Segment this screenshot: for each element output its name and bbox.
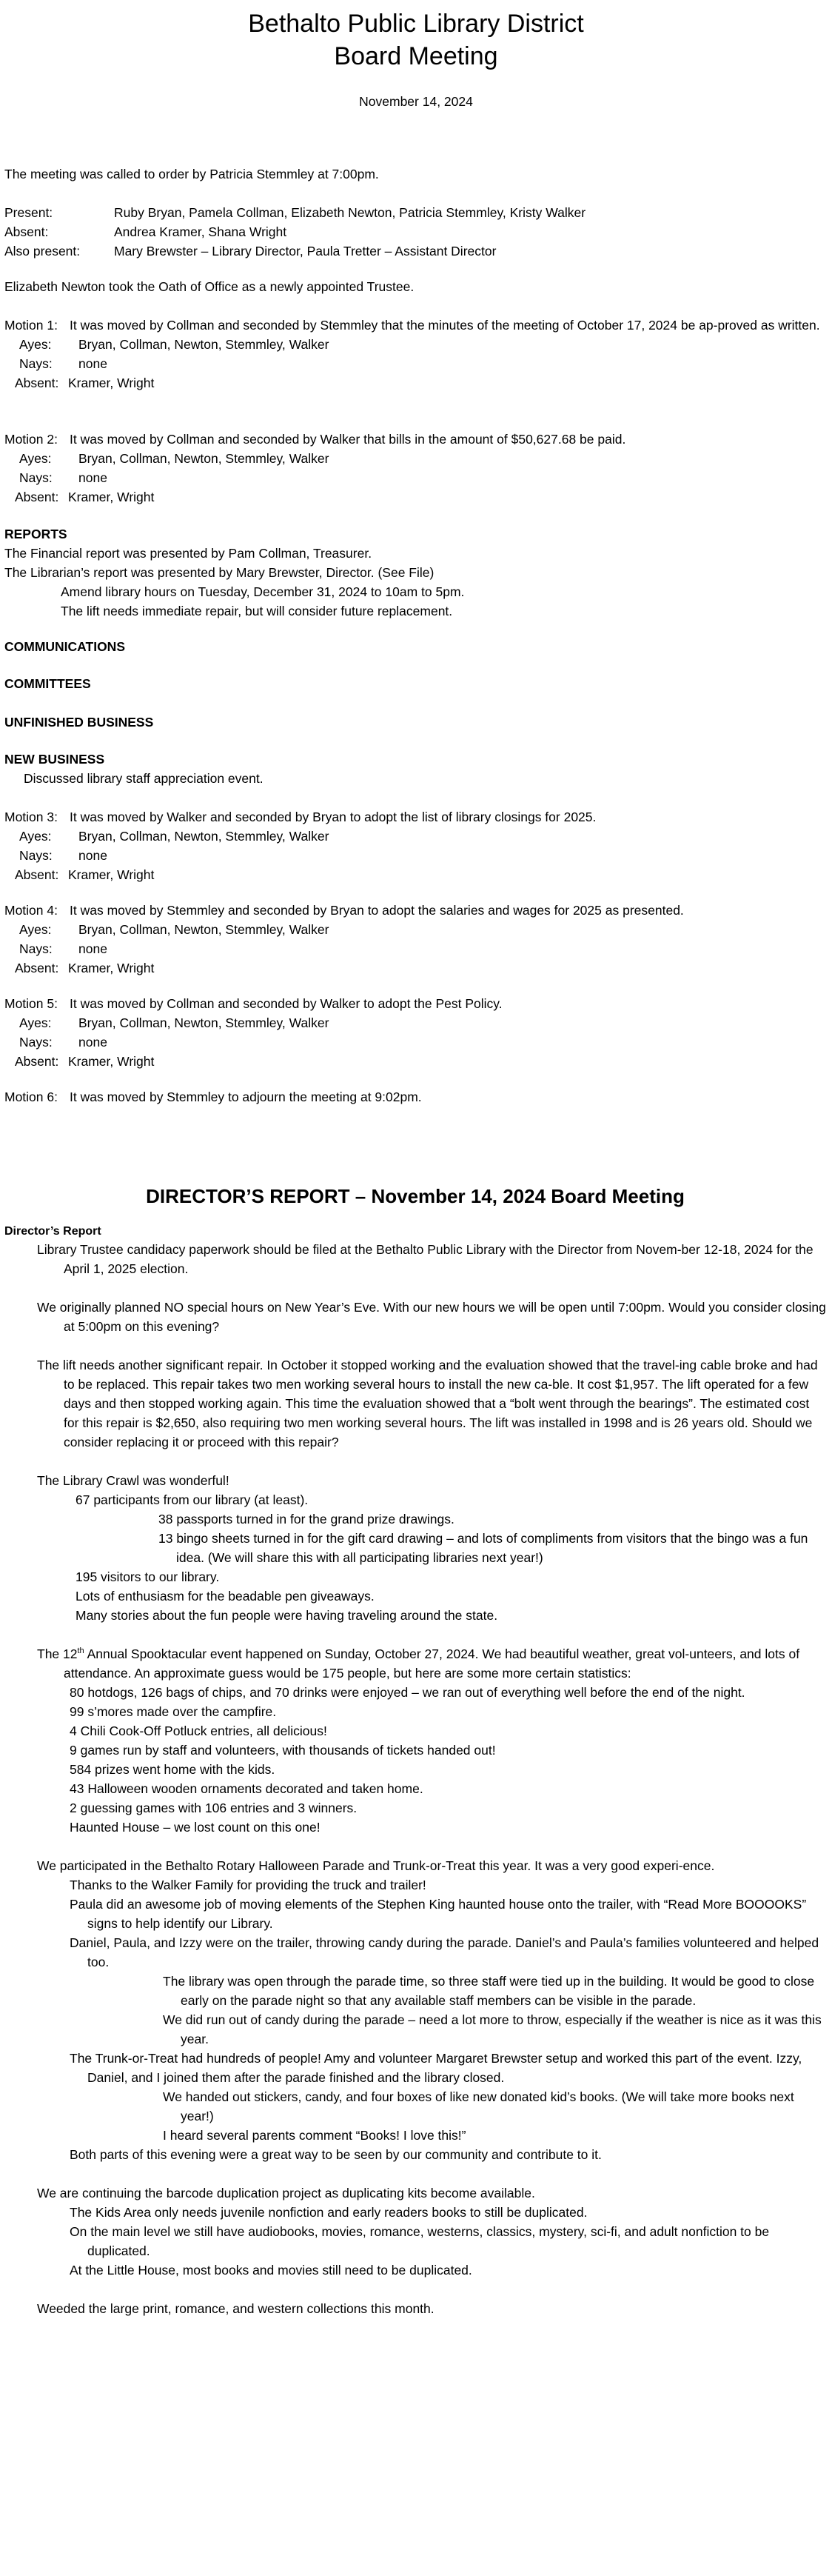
- meeting-date: November 14, 2024: [359, 94, 473, 109]
- vote-ayes: Ayes: Bryan, Collman, Newton, Stemmley, Walker: [19, 829, 329, 844]
- motion-text: It was moved by Stemmley and seconded by Bryan to adopt the salaries and wages for 2025 as presented.: [70, 903, 684, 918]
- vote-nays: Nays: none: [19, 1035, 107, 1050]
- motion-label: Motion 4:: [4, 903, 58, 918]
- lift-repair-paragraph: The lift needs another significant repair. In October it stopped working and the evaluation showed that the travel-ing cable broke and had to be replaced. This repair takes two men working several hours to install the new ca-ble. It cost $1,957. The lift operated for a few days and then stopped working again. This time the evaluation showed that a “bolt went through the bearings”. The estimated cost for this repair is $2,650, also requiring two men working several hours. The lift was installed in 1998 and is 26 years old. Should we consider replacing it or proceed with this repair?: [37, 1358, 818, 1449]
- motion-label: Motion 6:: [4, 1090, 58, 1104]
- list-item: 195 visitors to our library.: [76, 1569, 220, 1584]
- vote-ayes: Ayes: Bryan, Collman, Newton, Stemmley, Walker: [19, 922, 329, 937]
- vote-nays: Nays: none: [19, 356, 107, 371]
- motion-text: It was moved by Collman and seconded by Walker that bills in the amount of $50,627.68 be paid.: [70, 432, 626, 447]
- motion-label: Motion 3:: [4, 810, 58, 824]
- new-business-section: [4, 750, 826, 788]
- financial-report: The Financial report was presented by Pam Collman, Treasurer.: [4, 546, 372, 561]
- new-business-item: Discussed library staff appreciation event.: [24, 771, 264, 786]
- list-item: The Kids Area only needs juvenile nonfiction and early readers books to still be duplicated.: [70, 2205, 588, 2220]
- motion-1: [4, 316, 826, 393]
- list-item: 38 passports turned in for the grand prize drawings.: [158, 1512, 454, 1526]
- motion-text: It was moved by Collman and seconded by Stemmley that the minutes of the meeting of October 17, 2024 be ap-proved as written.: [70, 318, 820, 333]
- vote-absent: Absent: Kramer, Wright: [15, 490, 155, 504]
- attendance-absent: Absent: Andrea Kramer, Shana Wright: [4, 224, 287, 239]
- barcode-paragraph: We are continuing the barcode duplication project as duplicating kits become available.: [37, 2186, 535, 2200]
- reports-heading: REPORTS: [4, 527, 67, 541]
- list-item: 4 Chili Cook-Off Potluck entries, all delicious!: [70, 1724, 327, 1738]
- vote-nays: Nays: none: [19, 848, 107, 863]
- attendance: [4, 203, 826, 261]
- list-item: The library was open through the parade time, so three staff were tied up in the building. It would be good to close early on the parade night so that any available staff members can be visible in the parade.: [163, 1974, 815, 2008]
- attendance-present: Present: Ruby Bryan, Pamela Collman, Elizabeth Newton, Patricia Stemmley, Kristy Walker: [4, 205, 586, 220]
- list-item: 2 guessing games with 106 entries and 3 winners.: [70, 1801, 358, 1815]
- librarian-report: The Librarian’s report was presented by Mary Brewster, Director. (See File): [4, 565, 435, 580]
- new-business-heading: NEW BUSINESS: [4, 752, 105, 767]
- report-note: The lift needs immediate repair, but will consider future replacement.: [61, 604, 453, 618]
- list-item: Both parts of this evening were a great way to be seen by our community and contribute to it.: [70, 2147, 602, 2162]
- reports-section: [4, 524, 826, 621]
- vote-nays: Nays: none: [19, 470, 107, 485]
- spooktacular-paragraph: The 12th Annual Spooktacular event happened on Sunday, October 27, 2024. We had beautiful weather, great vol-unteers, and lots of attendance. An approximate guess would be 175 people, but here are some more certain statistics:: [37, 1646, 800, 1681]
- motion-text: It was moved by Collman and seconded by Walker to adopt the Pest Policy.: [70, 996, 503, 1011]
- list-item: We handed out stickers, candy, and four boxes of like new donated kid’s books. (We will take more books next year!): [163, 2089, 794, 2123]
- library-crawl-heading: The Library Crawl was wonderful!: [37, 1473, 229, 1488]
- committees-heading: COMMITTEES: [4, 676, 91, 691]
- list-item: Many stories about the fun people were having traveling around the state.: [76, 1608, 498, 1623]
- vote-absent: Absent: Kramer, Wright: [15, 376, 155, 390]
- list-item: On the main level we still have audiobooks, movies, romance, westerns, classics, mystery, sci-fi, and adult nonfiction to be duplicated.: [70, 2224, 770, 2258]
- list-item: We did run out of candy during the parade – need a lot more to throw, especially if the weather is nice as it was this year.: [163, 2012, 822, 2046]
- meeting-name: Board Meeting: [334, 42, 498, 70]
- list-item: 13 bingo sheets turned in for the gift card drawing – and lots of compliments from visitors that the bingo was a fun idea. (We will share this with all participating libraries next year!): [158, 1531, 808, 1565]
- candidacy-paragraph: Library Trustee candidacy paperwork should be filed at the Bethalto Public Library with the Director from Novem-ber 12-18, 2024 for the April 1, 2025 election.: [37, 1242, 813, 1276]
- director-report-title: DIRECTOR’S REPORT – November 14, 2024 Board Meeting: [146, 1185, 685, 1207]
- list-item: Paula did an awesome job of moving elements of the Stephen King haunted house onto the trailer, with “Read More BOOOOKS” signs to help identify our Library.: [70, 1897, 807, 1931]
- list-item: 80 hotdogs, 126 bags of chips, and 70 drinks were enjoyed – we ran out of everything well before the end of the night.: [70, 1685, 745, 1700]
- document-page: [4, 0, 828, 2576]
- new-years-hours-paragraph: We originally planned NO special hours on New Year’s Eve. With our new hours we will be open until 7:00pm. Would you consider closing at 5:00pm on this evening?: [37, 1300, 826, 1334]
- list-item: Lots of enthusiasm for the beadable pen giveaways.: [76, 1589, 375, 1604]
- oath-statement: Elizabeth Newton took the Oath of Office as a newly appointed Trustee.: [4, 279, 415, 294]
- list-item: Daniel, Paula, and Izzy were on the trailer, throwing candy during the parade. Daniel’s and Paula’s families volunteered and helped too.: [70, 1935, 819, 1969]
- motion-label: Motion 5:: [4, 996, 58, 1011]
- director-report-body: [4, 1240, 826, 2318]
- list-item: The Trunk-or-Treat had hundreds of people! Amy and volunteer Margaret Brewster setup and worked this part of the event. Izzy, Daniel, and I joined them after the parade finished and the library closed.: [70, 2051, 802, 2085]
- org-name: Bethalto Public Library District: [248, 10, 584, 38]
- motion-text: It was moved by Stemmley to adjourn the meeting at 9:02pm.: [70, 1090, 422, 1104]
- director-report-subhead: Director’s Report: [4, 1225, 101, 1238]
- vote-absent: Absent: Kramer, Wright: [15, 961, 155, 975]
- vote-absent: Absent: Kramer, Wright: [15, 867, 155, 882]
- list-item: 9 games run by staff and volunteers, with thousands of tickets handed out!: [70, 1743, 496, 1758]
- parade-paragraph: We participated in the Bethalto Rotary Halloween Parade and Trunk-or-Treat this year. It was a very good experi-ence.: [37, 1858, 715, 1873]
- list-item: Haunted House – we lost count on this one!: [70, 1820, 321, 1835]
- report-note: Amend library hours on Tuesday, December 31, 2024 to 10am to 5pm.: [61, 584, 465, 599]
- list-item: I heard several parents comment “Books! I love this!”: [163, 2128, 466, 2143]
- document-title: [4, 7, 828, 73]
- vote-ayes: Ayes: Bryan, Collman, Newton, Stemmley, Walker: [19, 451, 329, 466]
- communications-heading: COMMUNICATIONS: [4, 639, 125, 654]
- unfinished-business-heading: UNFINISHED BUSINESS: [4, 715, 154, 730]
- motion-3: [4, 807, 826, 884]
- motion-5: [4, 994, 826, 1071]
- vote-ayes: Ayes: Bryan, Collman, Newton, Stemmley, Walker: [19, 337, 329, 352]
- motion-label: Motion 1:: [4, 318, 58, 333]
- attendance-also-present: Also present: Mary Brewster – Library Director, Paula Tretter – Assistant Director: [4, 244, 497, 258]
- motion-label: Motion 2:: [4, 432, 58, 447]
- vote-absent: Absent: Kramer, Wright: [15, 1054, 155, 1069]
- weeded-paragraph: Weeded the large print, romance, and western collections this month.: [37, 2301, 435, 2316]
- list-item: 43 Halloween wooden ornaments decorated and taken home.: [70, 1781, 423, 1796]
- motion-6: [4, 1087, 826, 1107]
- motion-text: It was moved by Walker and seconded by Bryan to adopt the list of library closings for 2025.: [70, 810, 597, 824]
- motion-2: [4, 430, 826, 507]
- call-to-order: The meeting was called to order by Patricia Stemmley at 7:00pm.: [4, 167, 379, 181]
- list-item: At the Little House, most books and movies still need to be duplicated.: [70, 2263, 472, 2278]
- list-item: 67 participants from our library (at least).: [76, 1492, 309, 1507]
- vote-ayes: Ayes: Bryan, Collman, Newton, Stemmley, Walker: [19, 1015, 329, 1030]
- motion-4: [4, 901, 826, 978]
- list-item: 99 s’mores made over the campfire.: [70, 1704, 277, 1719]
- list-item: 584 prizes went home with the kids.: [70, 1762, 275, 1777]
- list-item: Thanks to the Walker Family for providing the truck and trailer!: [70, 1878, 426, 1892]
- vote-nays: Nays: none: [19, 941, 107, 956]
